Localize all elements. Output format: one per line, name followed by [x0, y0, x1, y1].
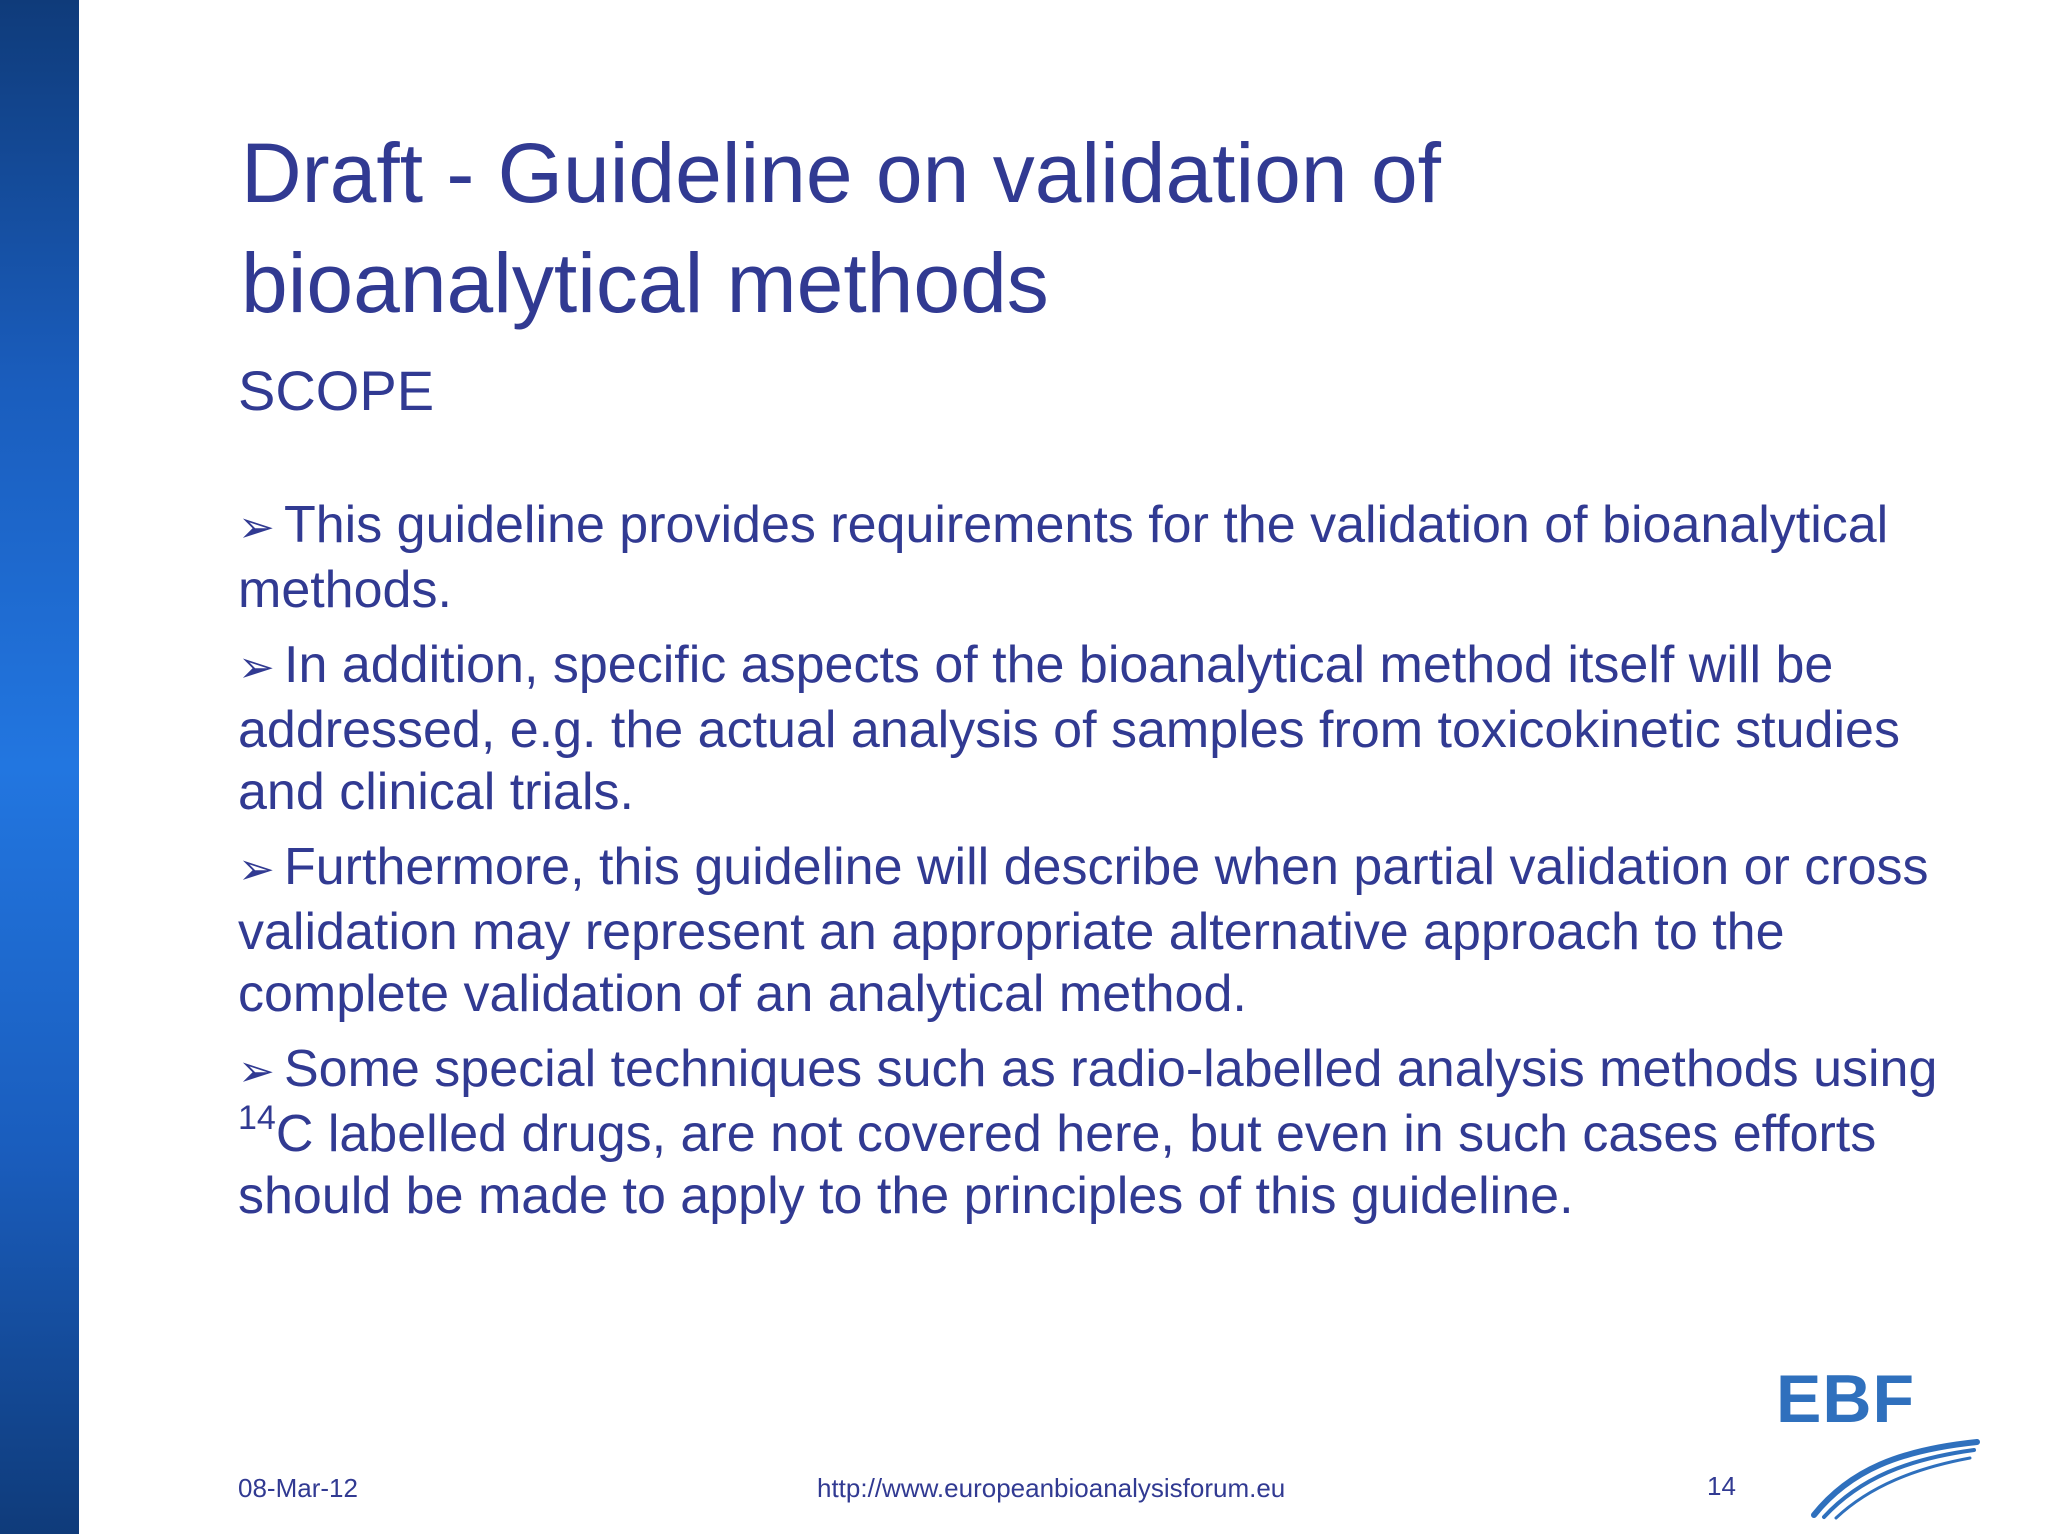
page-number: 14 [1707, 1471, 1736, 1501]
bullet-text-end: C labelled drugs, are not covered here, but even in such cases efforts should be made to apply to the principles of this guideline. [238, 1105, 1877, 1225]
logo-swoosh-icon [1770, 1360, 1980, 1520]
arrow-bullet-icon: ➢ [238, 1046, 275, 1097]
bullet-text: Furthermore, this guideline will describe when partial validation or cross validation may represent an appropriate alternative approach to the complete validation of an analytical method. [238, 838, 1929, 1023]
decorative-side-bar [0, 0, 79, 1534]
bullet-list [238, 494, 1958, 1240]
logo-text: EBF [1776, 1361, 1915, 1437]
ebf-logo [1770, 1360, 1980, 1520]
arrow-bullet-icon: ➢ [238, 502, 275, 553]
section-heading: SCOPE [238, 359, 435, 422]
bullet-text: This guideline provides requirements for the validation of bioanalytical methods. [238, 496, 1889, 619]
arrow-bullet-icon: ➢ [238, 642, 275, 693]
bullet-text: In addition, specific aspects of the bioanalytical method itself will be addressed, e.g. the actual analysis of samples from toxicokinetic studies and clinical trials. [238, 636, 1900, 821]
footer-date: 08-Mar-12 [238, 1473, 358, 1503]
bullet-item [238, 634, 1958, 823]
bullet-item [238, 494, 1958, 621]
isotope-superscript: 14 [238, 1098, 276, 1137]
bullet-text-start: Some special techniques such as radio-labelled analysis methods using [284, 1040, 1938, 1098]
bullet-item [238, 1038, 1958, 1227]
bullet-item [238, 836, 1958, 1025]
arrow-bullet-icon: ➢ [238, 844, 275, 895]
footer-url: http://www.europeanbioanalysisforum.eu [817, 1473, 1286, 1503]
slide-title: Draft - Guideline on validation of bioanalytical methods [241, 126, 1441, 330]
